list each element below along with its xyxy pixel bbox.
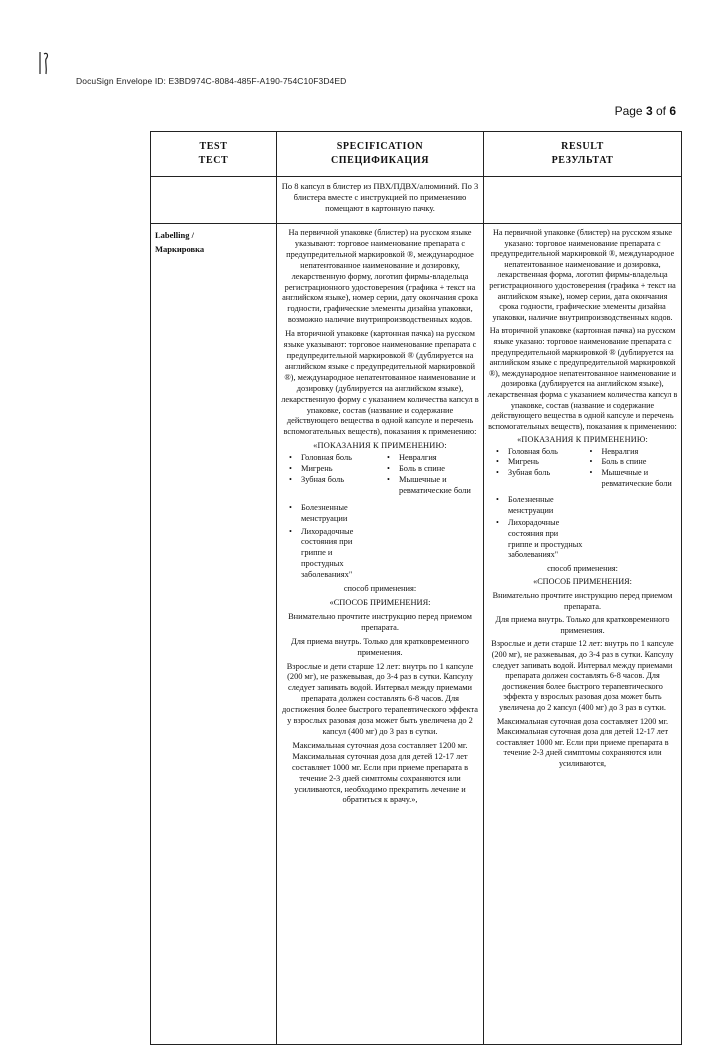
spec-symptom-grid [280, 453, 480, 497]
list-item: • Болезненные менструации [495, 495, 583, 516]
result-method-title: «СПОСОБ ПРИМЕНЕНИЯ: [533, 577, 632, 587]
packaging-spec-cell: По 8 капсул в блистер из ПВХ/ПДВХ/алюминий. По 3 блистера вместе с инструкцией по применению помещают в картонную пачку. [277, 177, 484, 224]
result-read-instructions: Внимательно прочтите инструкцию перед приемом препарата. [492, 591, 673, 611]
result-method-label: способ применения: [547, 563, 618, 573]
list-item: • Мышечные и ревматические боли [386, 475, 480, 497]
list-item: • Лихорадочные состояния при гриппе и простудных заболеваниях" [495, 518, 583, 560]
spec-max-dose: Максимальная суточная доза составляет 1200 мг. Максимальная суточная доза для детей 12-17 лет составляет 1000 мг. Если при приеме препарата в течение 2-3 дней симптомы сохраняются или усиливаются, необходимо прекратить лечение и обратиться к врачу.», [291, 740, 469, 805]
list-item: • Зубная боль [495, 468, 585, 489]
result-symptom-list [487, 495, 583, 561]
labelling-spec-cell [277, 224, 484, 1045]
list-item: • Головная боль [288, 453, 382, 464]
docusign-envelope-id: DocuSign Envelope ID: E3BD974C-8084-485F-A190-754C10F3D4ED [76, 76, 347, 86]
result-oral-use: Для приема внутрь. Только для кратковременного применения. [495, 615, 670, 635]
packaging-test-cell [151, 177, 277, 224]
spec-method-label: способ применения: [343, 584, 417, 594]
list-item: • Невралгия [589, 447, 679, 458]
packaging-result-cell [484, 177, 682, 224]
spec-indications-title: «ПОКАЗАНИЯ К ПРИМЕНЕНИЮ: [313, 441, 447, 451]
list-item: • Боль в спине [386, 464, 480, 475]
result-indications-title: «ПОКАЗАНИЯ К ПРИМЕНЕНИЮ: [517, 435, 648, 445]
specification-table [150, 131, 682, 1045]
spec-method-title: «СПОСОБ ПРИМЕНЕНИЯ: [329, 598, 431, 607]
list-item: • Боль в спине [589, 457, 679, 468]
spec-primary-packaging: На первичной упаковке (блистер) на русском языке указывают: торговое наименование препарата с предупредительной маркировкой ®, международное непатентованное наименование и дозировку, лекарственную форму, логотип фирмы-владельца регистрационного удостоверения (графика + текст на английском языке), номер серии, дату окончания срока годности, графические элементы дизайна упаковки, возможно наличие внутрипроизводственных кодов. [282, 228, 478, 325]
header-test: TEST ТЕСТ [151, 132, 277, 177]
list-item: • Лихорадочные состояния при гриппе и простудных заболеваниях" [288, 527, 376, 582]
list-item: • Мигрень [288, 464, 382, 475]
result-primary-packaging: На первичной упаковке (блистер) на русском языке указано: торговое наименование препарата с предупредительной маркировкой ®, международное непатентованное наименование и дозировка, лекарственная форма, логотип фирмы-владельца регистрационного удостоверения (графика + текст на английском языке), номер серии, дата окончания срока годности, графические элементы дизайна упаковки, наличие внутрипроизводственных кодов. [489, 228, 676, 322]
page-number: Page 3 of 6 [614, 104, 676, 118]
table-header-row [151, 132, 682, 177]
result-symptom-grid [487, 447, 678, 489]
handwritten-mark [37, 50, 51, 76]
list-item: • Мышечные и ревматические боли [589, 468, 679, 489]
list-item: • Зубная боль [288, 475, 382, 497]
spec-secondary-packaging: На вторичной упаковке (картонная пачка) на русском языке указывают: торговое наименование препарата с предупредительной маркировкой ® (дублируется на английском языке с предупредительной маркировкой ®), международное непатентованное наименование и дозировку (дублируется на английском языке), лекарственную форму с указанием количества капсул в упаковке, состав (название и содержание действующего вещества в одной капсуле и перечень вспомогательных веществ), показания к применению: [281, 329, 479, 437]
spec-symptom-list [280, 503, 376, 581]
result-dosing: Взрослые и дети старше 12 лет: внутрь по 1 капсуле (200 мг), не разжевывая, до 3-4 раз в сутки. Капсулу следует запивать водой. Интервал между приемами препарата должен составлять 6-8 часов. Для достижения более быстрого терапевтического эффекта у взрослых разовая доза может быть увеличена до 2 капсул (400 мг) до 3 раз в сутки. [491, 639, 674, 712]
spec-read-instructions: Внимательно прочтите инструкцию перед приемом препарата. [288, 611, 472, 632]
list-item: • Болезненные менструации [288, 503, 376, 525]
table-row-labelling [151, 224, 682, 1045]
list-item: • Головная боль [495, 447, 585, 458]
result-secondary-packaging: На вторичной упаковке (картонная пачка) на русском языке указано: торговое наименование препарата с предупредительной маркировкой ® (дублируется на английском языке с предупредительной маркировкой ®), международное непатентованное наименование и дозировка (дублируется на английском языке), лекарственная форма с указанием количества капсул в упаковке, состав (название и содержание действующего вещества в одной капсуле и перечень вспомогательных веществ), показания к применению: [487, 326, 678, 431]
header-result: RESULT РЕЗУЛЬТАТ [484, 132, 682, 177]
labelling-result-cell [484, 224, 682, 1045]
table-row-packaging [151, 177, 682, 224]
result-max-dose: Максимальная суточная доза составляет 1200 мг. Максимальная суточная доза для детей 12-17 лет составляет 1000 мг. Если при приеме препарата в течение 2-3 дней симптомы сохраняются или усиливаются, [496, 716, 669, 768]
list-item: • Мигрень [495, 457, 585, 468]
spec-oral-use: Для приема внутрь. Только для кратковременного применения. [291, 636, 469, 657]
list-item: • Невралгия [386, 453, 480, 464]
header-specification: SPECIFICATION СПЕЦИФИКАЦИЯ [277, 132, 484, 177]
labelling-test-cell: Labelling / Маркировка [151, 224, 277, 1045]
spec-dosing: Взрослые и дети старше 12 лет: внутрь по 1 капсуле (200 мг), не разжевывая, до 3-4 раз в сутки. Капсулу следует запивать водой. Интервал между приемами препарата должен составлять 6-8 часов. Для достижения более быстрого терапевтического эффекта у взрослых разовая доза может быть увеличена до 2 капсул (400 мг) до 3 раз в сутки. [281, 661, 479, 736]
